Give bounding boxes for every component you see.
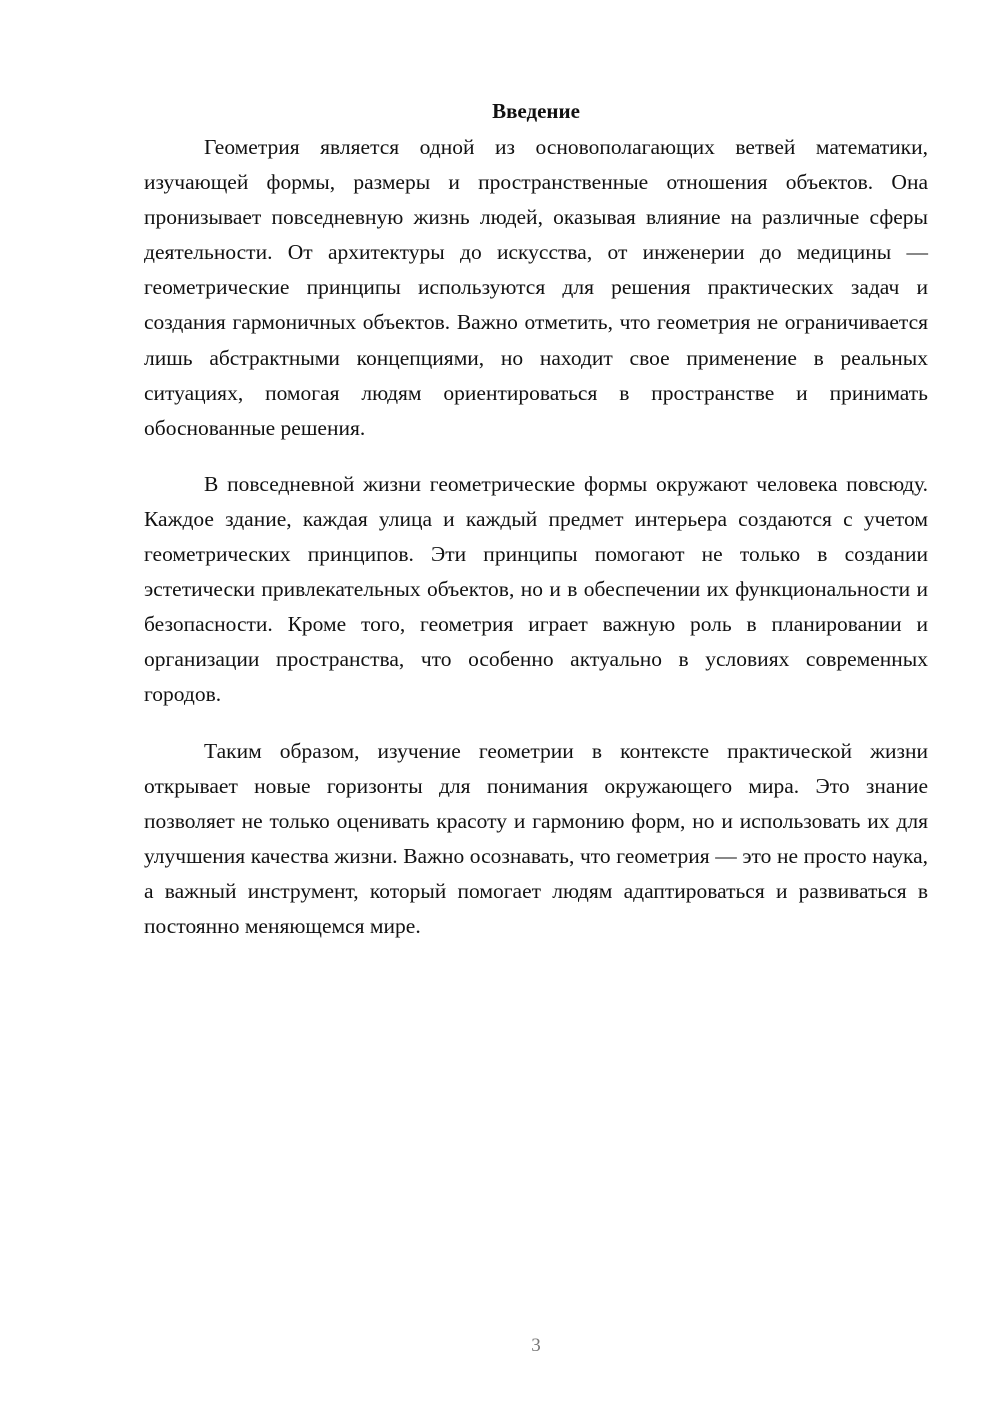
paragraph-2: В повседневной жизни геометрические формы окружают человека повсюду. Каждое здание, каждая улица и каждый предмет интерьера создаются с учетом геометрических принципов. Эти принципы помогают не только в создании эстетически привлекательных объектов, но и в обеспечении их функциональности и безопасности. Кроме того, геометрия играет важную роль в планировании и организации пространства, что особенно актуально в условиях современных городов. bbox=[144, 471, 928, 707]
section-heading: Введение bbox=[492, 99, 580, 123]
paragraph-3: Таким образом, изучение геометрии в контексте практической жизни открывает новые горизонты для понимания окружающего мира. Это знание позволяет не только оценивать красоту и гармонию форм, но и использовать их для улучшения качества жизни. Важно осознавать, что геометрия — это не просто наука, а важный инструмент, который помогает людям адаптироваться и развиваться в постоянно меняющемся мире. bbox=[144, 738, 928, 938]
paragraph-1: Геометрия является одной из основополагающих ветвей математики, изучающей формы, размеры и пространственные отношения объектов. Она пронизывает повседневную жизнь людей, оказывая влияние на различные сферы деятельности. От архитектуры до искусства, от инженерии до медицины — геометрические принципы используются для решения практических задач и создания гармоничных объектов. Важно отметить, что геометрия не ограничивается лишь абстрактными концепциями, но находит свое применение в реальных ситуациях, помогая людям ориентироваться в пространстве и принимать обоснованные решения. bbox=[144, 135, 928, 440]
page-number: 3 bbox=[531, 1335, 541, 1356]
page-content bbox=[144, 96, 928, 965]
